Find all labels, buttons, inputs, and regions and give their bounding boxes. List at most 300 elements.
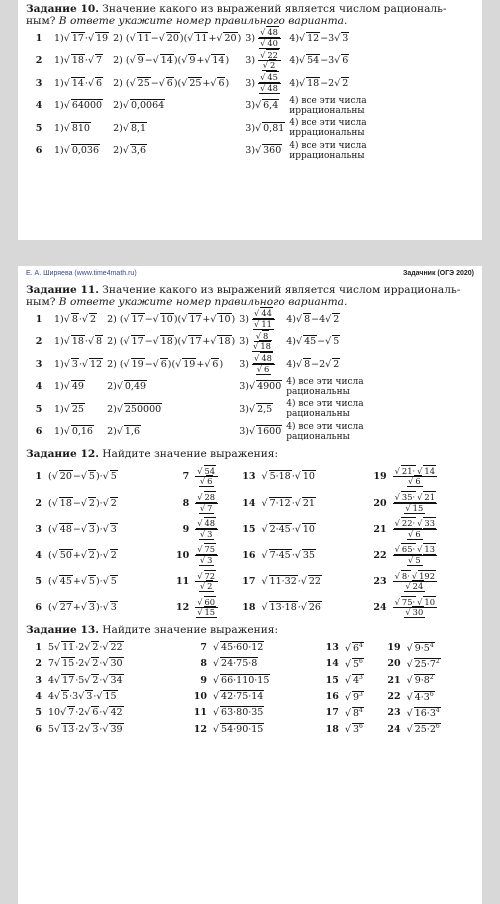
exercise-expression	[391, 490, 474, 516]
math-expression	[54, 145, 100, 156]
exercise-number: 4	[35, 691, 42, 703]
fraction	[393, 493, 437, 513]
exercise-row	[26, 688, 474, 704]
radicand: 6	[415, 476, 421, 487]
fraction	[195, 493, 218, 513]
sqrt-sign	[82, 314, 97, 325]
sqrt-sign	[213, 691, 264, 702]
sqrt-sign	[153, 359, 168, 370]
expression-text: 4)	[286, 336, 297, 348]
sqrt-sign	[52, 602, 73, 613]
exercise-number: 18	[242, 602, 256, 614]
math-expression	[113, 78, 229, 89]
sqrt-sign	[159, 33, 180, 44]
sqrt-sign	[213, 658, 258, 669]
sqrt-sign	[199, 476, 215, 487]
fraction	[393, 519, 437, 539]
math-expression	[245, 100, 279, 111]
radicand: 192	[419, 570, 435, 581]
sqrt-sign	[296, 336, 317, 347]
sqrt-sign	[64, 336, 85, 347]
exponent: 4	[435, 706, 440, 714]
expression-text: −	[72, 523, 81, 535]
exponent: 6	[358, 657, 363, 665]
denominator	[253, 320, 274, 330]
math-expression	[289, 55, 349, 66]
radicand: $4^3$	[352, 674, 363, 687]
denominator	[259, 84, 280, 94]
radicand: 11	[195, 32, 208, 44]
sqrt-sign	[175, 359, 196, 370]
radicand: 15	[104, 691, 117, 703]
expression-text: ·	[99, 642, 103, 654]
radicand: 44	[261, 308, 272, 319]
row-number: 6	[35, 145, 43, 157]
option-3	[243, 95, 287, 118]
expression-text: )	[225, 55, 230, 67]
exercise-expression	[391, 516, 474, 542]
math-expression	[54, 78, 103, 89]
radicand: 65·	[401, 544, 416, 555]
sqrt-sign	[81, 524, 96, 535]
expression-text: 1)	[54, 426, 64, 438]
fraction-expression	[393, 544, 437, 565]
sqrt-sign	[325, 359, 340, 370]
exercise-expression	[46, 464, 173, 490]
math-expression	[262, 471, 316, 482]
answer-all-option	[286, 422, 363, 442]
sqrt-sign	[64, 381, 85, 392]
option-2	[105, 308, 237, 331]
sqrt-sign	[259, 83, 280, 94]
row-number: 2	[35, 55, 43, 67]
task-question: Найдите значение выражения:	[102, 623, 279, 636]
answer-line: 4) все эти числа	[289, 118, 367, 129]
exercise-expression	[260, 516, 371, 542]
denominator	[404, 504, 425, 514]
math-expression	[48, 471, 118, 482]
option-2	[105, 376, 237, 399]
radicand: 3	[342, 32, 349, 44]
expression-text: 2) (	[107, 313, 124, 325]
sqrt-sign	[64, 55, 85, 66]
radicand: 10	[302, 523, 315, 535]
radicand: 20	[166, 32, 179, 44]
sqrt-sign	[102, 724, 123, 735]
exercise-expression	[46, 490, 173, 516]
fraction-expression	[393, 465, 437, 487]
expression-text: )·	[95, 497, 103, 509]
answer-line: 4) все эти числа	[286, 399, 364, 410]
sqrt-sign	[52, 471, 73, 482]
sqrt-sign	[262, 550, 292, 561]
sqrt-sign	[199, 555, 215, 566]
radicand: 9	[189, 55, 196, 67]
exercise-expression	[46, 569, 173, 595]
sqrt-sign	[299, 33, 320, 44]
radicand: $3^6$	[352, 723, 363, 736]
option-3	[237, 308, 284, 331]
option-4	[287, 27, 368, 50]
sqrt-sign	[52, 498, 73, 509]
option-row	[26, 50, 369, 73]
radicand: 15	[412, 502, 424, 513]
expression-text: )(	[173, 77, 182, 89]
exercise-expression	[343, 705, 385, 721]
radicand: 18	[307, 77, 320, 89]
option-row	[26, 308, 366, 331]
radicand: 3	[110, 523, 117, 535]
sqrt-sign	[256, 364, 272, 375]
fraction	[195, 467, 218, 487]
worksheet-page-2	[18, 266, 482, 904]
sqrt-sign	[262, 524, 292, 535]
sqrt-sign	[407, 724, 441, 735]
math-expression	[213, 675, 270, 686]
radicand: 50	[59, 549, 72, 561]
sqrt-sign	[102, 675, 123, 686]
expression-text: )·	[95, 576, 103, 588]
denominator	[199, 504, 215, 514]
option-1	[52, 72, 111, 95]
option-1	[52, 398, 105, 421]
radicand: 18	[218, 336, 231, 348]
radicand: 22	[267, 49, 278, 60]
radicand: $16\cdot 3^4$	[414, 706, 440, 719]
expression-text: ·2	[75, 642, 85, 654]
radicand: 2	[88, 497, 95, 509]
radicand: 30	[412, 607, 424, 618]
task-instruction: В ответе укажите номер правильного варианта.	[58, 295, 348, 308]
exercise-expression	[46, 516, 173, 542]
option-3	[237, 353, 284, 376]
radicand: 15	[62, 658, 75, 670]
expression-text: 4	[48, 674, 55, 686]
radicand: 7	[96, 55, 103, 67]
expression-text: −	[144, 358, 153, 370]
sqrt-sign	[103, 576, 118, 587]
radicand: 21·	[401, 465, 416, 476]
sqrt-sign	[88, 55, 103, 66]
radicand: 27	[59, 602, 72, 614]
math-expression	[213, 642, 264, 653]
radicand: 72	[204, 570, 216, 581]
answer-line: 4) все эти числа	[289, 95, 367, 106]
exponent: 6	[429, 690, 434, 698]
exercise-row	[26, 705, 474, 721]
row-number: 1	[35, 32, 43, 44]
fraction-expression	[195, 518, 218, 539]
radicand: 13	[424, 544, 435, 555]
sqrt-sign	[295, 550, 316, 561]
expression-text: +	[196, 55, 205, 67]
exercise-expression	[260, 595, 371, 621]
fraction	[252, 354, 275, 374]
sqrt-sign	[64, 359, 79, 370]
expression-text: )·	[95, 523, 103, 535]
expression-text: −	[72, 497, 81, 509]
sqrt-sign	[213, 724, 264, 735]
expression-text: ·	[99, 658, 103, 670]
radicand: 6	[207, 476, 213, 487]
radicand: $25\cdot 2^6$	[414, 723, 440, 736]
exercise-row	[26, 721, 474, 737]
math-expression	[48, 550, 118, 561]
option-row	[26, 72, 369, 95]
exercise-number: 8	[182, 497, 190, 509]
sqrt-sign	[394, 571, 412, 582]
task-11-options	[26, 308, 366, 443]
expression-text: 1)	[54, 336, 64, 348]
expression-text: 1)	[54, 145, 64, 157]
exercise-row	[26, 672, 474, 688]
radicand: 39	[110, 723, 123, 735]
answer-all-option	[286, 399, 363, 419]
denominator	[199, 556, 215, 566]
expression-text: 2)	[107, 403, 117, 415]
radicand: 22	[110, 642, 123, 654]
radicand: 45	[267, 72, 278, 83]
radicand: 6,4	[263, 100, 279, 112]
sqrt-sign	[345, 708, 364, 719]
radicand: 0,0064	[130, 100, 165, 112]
author-credit: Е. А. Ширяева (www.time4math.ru)	[26, 270, 137, 277]
expression-text: ·	[99, 674, 103, 686]
radicand: 6	[160, 358, 167, 370]
sqrt-sign	[153, 314, 174, 325]
radicand: 9	[137, 55, 144, 67]
radicand: 7	[207, 502, 213, 513]
sqrt-sign	[181, 78, 202, 89]
exponent: 3	[358, 690, 363, 698]
sqrt-sign	[216, 33, 237, 44]
exercise-row	[26, 464, 474, 490]
expression-text: 4)	[286, 313, 297, 325]
exercise-number: 5	[35, 707, 42, 719]
radicand: 30	[110, 658, 123, 670]
expression-text: +	[202, 77, 211, 89]
radicand: 3	[92, 723, 99, 735]
radicand: 8	[96, 336, 103, 348]
sqrt-sign	[299, 55, 320, 66]
radicand: 17	[131, 336, 144, 348]
option-3	[243, 140, 287, 163]
radicand: 22·	[401, 518, 416, 529]
expression-text: 3)	[239, 313, 250, 325]
row-number: 6	[35, 426, 43, 438]
math-expression	[107, 404, 162, 415]
math-expression	[54, 381, 85, 392]
exercise-number: 16	[325, 691, 339, 703]
radicand: 40	[267, 37, 278, 48]
exercise-expression	[260, 490, 371, 516]
sqrt-sign	[81, 602, 96, 613]
radicand: $9\cdot 5^4$	[414, 641, 434, 654]
expression-text: ·2	[75, 658, 85, 670]
expression-text: ·	[297, 576, 301, 588]
radicand: 24·75·8	[221, 658, 258, 670]
radicand: 54·90·15	[221, 723, 264, 735]
exercise-number: 2	[35, 658, 42, 670]
radicand: 3	[88, 523, 95, 535]
task-10-title	[26, 4, 474, 27]
math-expression	[54, 33, 109, 44]
exercise-number: 22	[387, 691, 401, 703]
radicand: 42·75·14	[221, 691, 264, 703]
expression-text: (	[48, 549, 52, 561]
radicand: 21	[302, 497, 315, 509]
option-row	[26, 353, 366, 376]
radicand: 8	[71, 313, 78, 325]
exercise-number: 18	[325, 723, 339, 735]
answer-line: рациональны	[286, 386, 350, 397]
exercise-number: 24	[387, 723, 401, 735]
sqrt-sign	[407, 708, 441, 719]
expression-text: )(	[179, 32, 188, 44]
expression-text: 1)	[54, 358, 64, 370]
fraction	[252, 309, 275, 329]
exercise-expression	[46, 688, 191, 704]
fraction-expression	[393, 596, 437, 618]
fraction-expression	[195, 465, 218, 487]
expression-text: +	[72, 602, 81, 614]
math-expression	[54, 426, 94, 437]
expression-text: ·2	[75, 707, 85, 719]
sqrt-sign	[124, 359, 145, 370]
exercise-number: 14	[325, 658, 339, 670]
fraction	[393, 467, 437, 487]
sqrt-sign	[78, 691, 93, 702]
sqrt-sign	[295, 498, 316, 509]
radicand: 2	[89, 313, 97, 325]
exponent: 6	[435, 723, 440, 731]
sqrt-sign	[407, 555, 423, 566]
answer-all-option	[286, 377, 363, 397]
radicand: 25	[137, 77, 150, 89]
math-expression	[213, 724, 264, 735]
expression-text: −2	[311, 358, 326, 370]
exercise-expression	[46, 595, 173, 621]
expression-text: ·	[291, 549, 295, 561]
option-3	[237, 331, 284, 354]
expression-text: )	[231, 336, 236, 348]
task-number: Задание 10.	[26, 3, 99, 15]
expression-text: 2) (	[107, 336, 124, 348]
answer-line: 4) все эти числа	[286, 421, 364, 432]
radicand: 17	[131, 313, 144, 325]
sqrt-sign	[404, 607, 425, 618]
math-expression	[113, 100, 165, 111]
sqrt-sign	[153, 55, 174, 66]
expression-text: 3)	[239, 336, 250, 348]
fraction-expression	[393, 570, 437, 592]
sqrt-sign	[124, 314, 145, 325]
expression-text: −	[150, 77, 159, 89]
sqrt-sign	[404, 581, 425, 592]
radicand: 6	[342, 55, 349, 67]
radicand: 45	[59, 576, 72, 588]
sqrt-sign	[345, 675, 364, 686]
math-expression	[54, 55, 103, 66]
math-expression	[48, 642, 124, 653]
option-2	[105, 331, 237, 354]
radicand: 3	[88, 602, 95, 614]
exercise-expression	[405, 672, 474, 688]
row-number: 3	[35, 77, 43, 89]
exercise-expression	[211, 656, 323, 672]
radicand: 49	[71, 381, 84, 393]
radicand: 2	[92, 642, 99, 654]
sqrt-sign	[64, 145, 100, 156]
radicand: 48	[267, 27, 278, 38]
exercise-number: 2	[35, 497, 42, 509]
radicand: 11	[62, 642, 75, 654]
radicand: 11	[261, 318, 272, 329]
option-1	[52, 27, 111, 50]
fraction	[258, 51, 281, 71]
expression-text: 2)	[113, 122, 123, 134]
answer-line: 4) все эти числа	[289, 140, 367, 151]
exercise-expression	[46, 721, 191, 737]
exercise-number: 12	[193, 723, 207, 735]
radicand: $9\cdot 8^2$	[414, 674, 434, 687]
book-title: Задачник (ОГЭ 2020)	[402, 270, 474, 277]
math-expression	[107, 426, 141, 437]
fraction-expression	[195, 596, 218, 618]
sqrt-sign	[255, 100, 279, 111]
sqrt-sign	[301, 576, 322, 587]
exercise-expression	[193, 464, 239, 490]
fraction-expression	[239, 308, 275, 329]
exercise-expression	[193, 516, 239, 542]
radicand: 54	[204, 465, 216, 476]
radicand: 19	[131, 358, 144, 370]
expression-text: −	[144, 55, 153, 67]
expression-text: 1)	[54, 381, 64, 393]
expression-text: (	[48, 523, 52, 535]
expression-text: )(	[173, 55, 182, 67]
exercise-expression	[46, 705, 191, 721]
math-expression	[48, 576, 118, 587]
sqrt-sign	[334, 33, 349, 44]
radicand: 2	[92, 674, 99, 686]
answer-all-option	[289, 141, 366, 161]
sqrt-sign	[88, 33, 109, 44]
sqrt-sign	[213, 642, 264, 653]
sqrt-sign	[334, 78, 349, 89]
expression-text: 3)	[245, 122, 256, 134]
sqrt-sign	[54, 691, 69, 702]
sqrt-sign	[84, 724, 99, 735]
sqrt-sign	[84, 642, 99, 653]
exercise-expression	[343, 721, 385, 737]
sqrt-sign	[103, 498, 118, 509]
expression-text: ·	[99, 707, 103, 719]
option-4	[284, 308, 365, 331]
option-4	[284, 398, 365, 421]
radicand: 25	[71, 403, 84, 415]
row-number: 5	[35, 403, 43, 415]
radicand: 24	[412, 581, 424, 592]
denominator	[259, 39, 280, 49]
sqrt-sign	[130, 78, 151, 89]
row-number: 1	[35, 313, 43, 325]
radicand: 17	[71, 32, 84, 44]
radicand: 54	[307, 55, 320, 67]
radicand: 3,6	[130, 145, 147, 157]
radicand: 12	[89, 358, 103, 370]
exercise-row	[26, 542, 474, 568]
